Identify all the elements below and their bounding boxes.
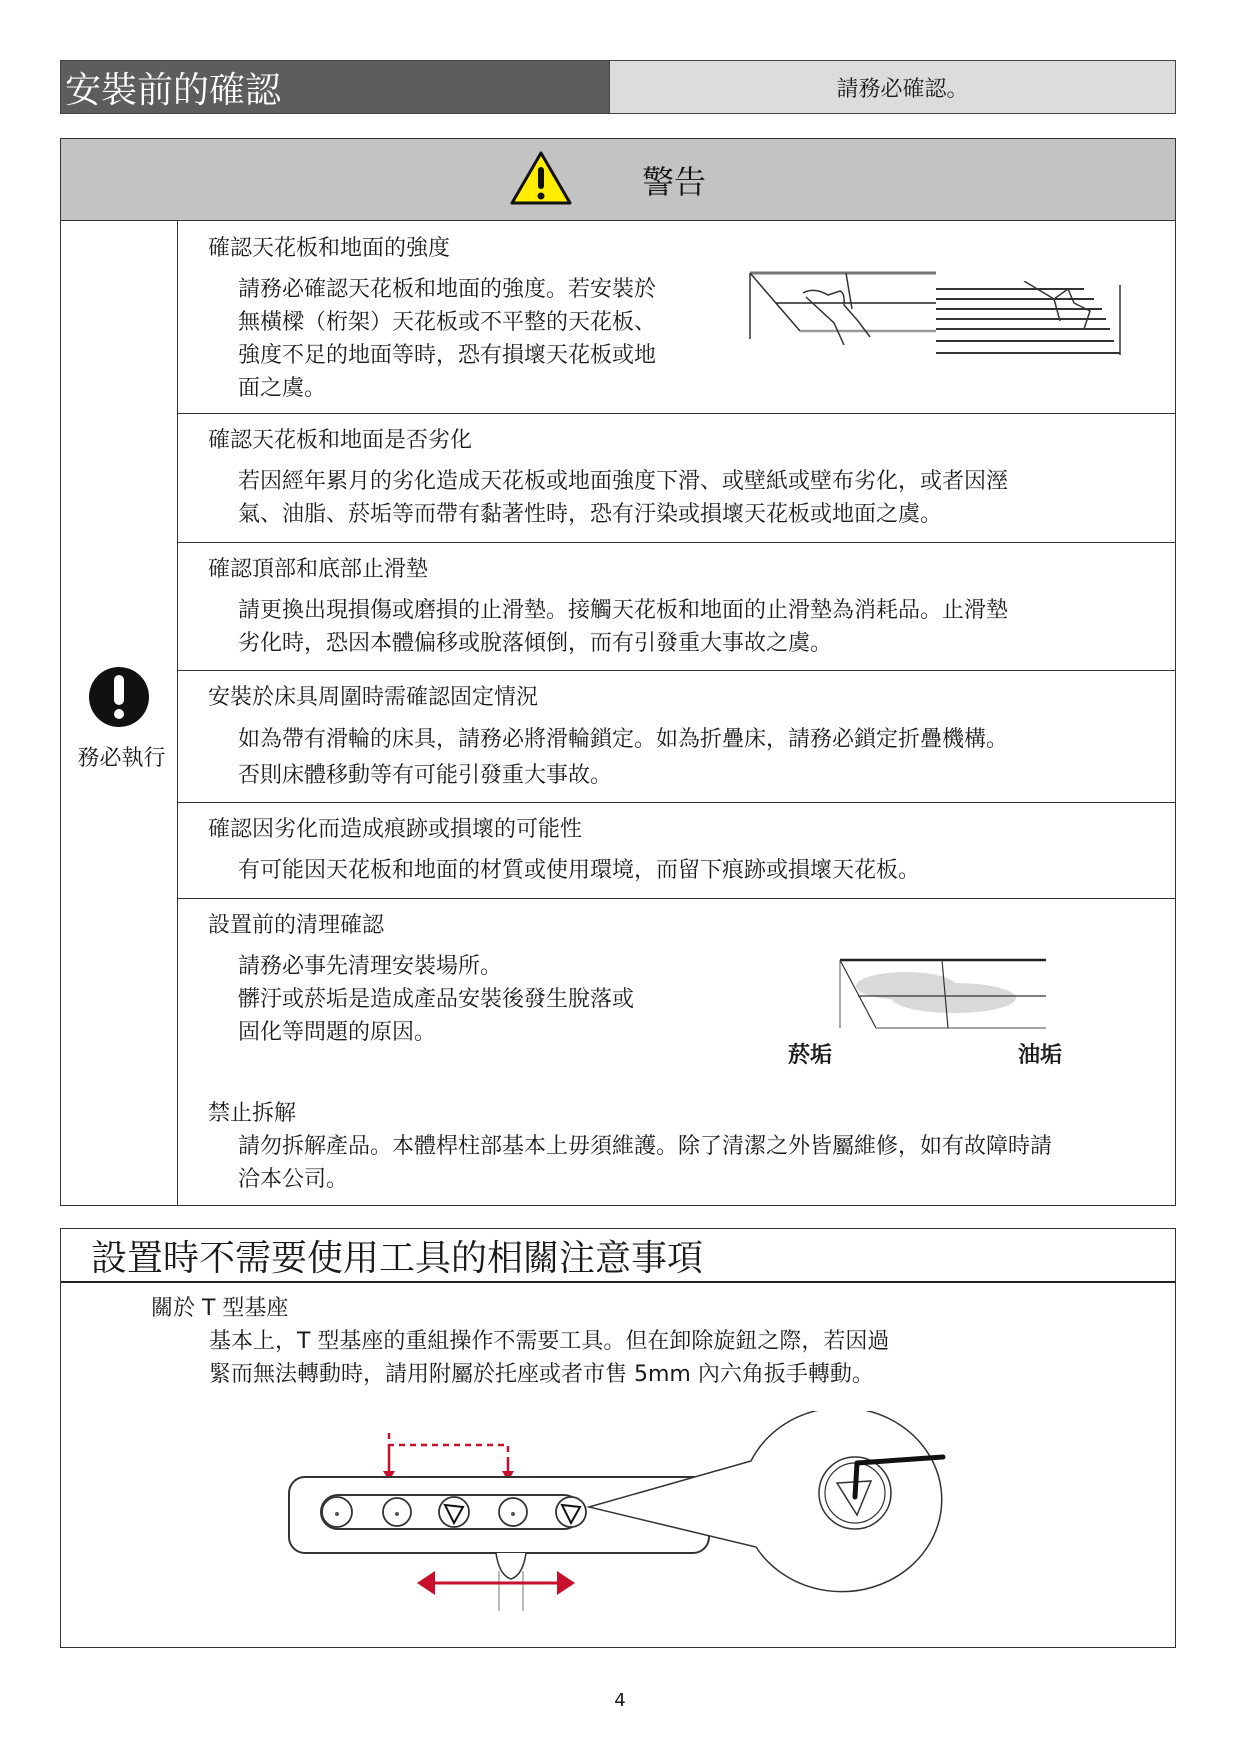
section-header	[60, 60, 1176, 114]
row-text: 若因經年累月的劣化造成天花板或地面強度下滑、或壁紙或壁布劣化，或者因溼 氣、油脂、菸垢等而帶有黏著性時，恐有汙染或損壞天花板或地面之虞。	[238, 469, 1009, 527]
stain-ceiling-illustration	[838, 958, 1048, 1034]
figure-label-oil-stain: 油垢	[1018, 1043, 1063, 1068]
mandatory-column	[61, 221, 178, 1205]
row-text: 請勿拆解產品。本體桿柱部基本上毋須維護。除了清潔之外皆屬維修，如有故障時請 洽本公司。	[238, 1134, 1053, 1192]
warning-header	[61, 139, 1175, 221]
row-title: 設置前的清理確認	[208, 913, 385, 938]
row-title: 確認天花板和地面是否劣化	[208, 428, 473, 453]
header-note: 請務必確認。	[610, 61, 1175, 113]
warning-row-anti-slip-pads	[178, 542, 1175, 671]
warning-row-deterioration	[178, 413, 1175, 543]
mandatory-label: 務必執行	[77, 746, 166, 771]
warning-table	[60, 138, 1176, 1206]
warning-row-cleaning	[178, 898, 1175, 1206]
row-title: 確認頂部和底部止滑墊	[208, 557, 429, 582]
row-text: 請務必事先清理安裝場所。 髒汙或菸垢是造成產品安裝後發生脫落或 固化等問題的原因。	[238, 954, 635, 1045]
row-title: 安裝於床具周圍時需確認固定情況	[208, 685, 539, 710]
warning-title: 警告	[641, 162, 706, 201]
t-base-illustration	[271, 1411, 1031, 1615]
row-text: 有可能因天花板和地面的材質或使用環境，而留下痕跡或損壞天花板。	[238, 858, 921, 883]
tools-text: 基本上，T 型基座的重組操作不需要工具。但在卸除旋鈕之際，若因過 緊而無法轉動時，請用附屬於托座或者市售 5mm 內六角扳手轉動。	[209, 1329, 890, 1387]
warning-row-marks-damage	[178, 802, 1175, 899]
warning-row-bed-fixing	[178, 670, 1175, 803]
tools-subtitle: 關於 T 型基座	[151, 1296, 289, 1321]
row-title: 確認天花板和地面的強度	[208, 236, 451, 261]
row-title: 確認因劣化而造成痕跡或損壞的可能性	[208, 817, 583, 842]
page-number: 4	[614, 1690, 626, 1711]
row-text: 如為帶有滑輪的床具，請務必將滑輪鎖定。如為折疊床，請務必鎖定折疊機構。 否則床體移動等有可能引發重大事故。	[238, 727, 1009, 788]
tools-section	[60, 1228, 1176, 1648]
tools-title: 設置時不需要使用工具的相關注意事項	[61, 1229, 1175, 1283]
floor-hand-illustration	[934, 281, 1124, 365]
warning-triangle-icon	[510, 151, 572, 209]
warning-row-strength	[178, 221, 1175, 414]
ceiling-hand-illustration	[748, 271, 938, 355]
page-title: 安裝前的確認	[61, 61, 610, 113]
row-text: 請更換出現損傷或磨損的止滑墊。接觸天花板和地面的止滑墊為消耗品。止滑墊 劣化時，恐因本體偏移或脫落傾倒，而有引發重大事故之虞。	[238, 598, 1009, 656]
row-text: 請務必確認天花板和地面的強度。若安裝於 無橫樑（桁架）天花板或不平整的天花板、 強度不足的地面等時，恐有損壞天花板或地 面之虞。	[238, 277, 657, 401]
mandatory-exclamation-icon	[88, 666, 150, 732]
row-title-disassembly: 禁止拆解	[208, 1101, 297, 1126]
figure-label-smoke-stain: 菸垢	[788, 1043, 833, 1068]
